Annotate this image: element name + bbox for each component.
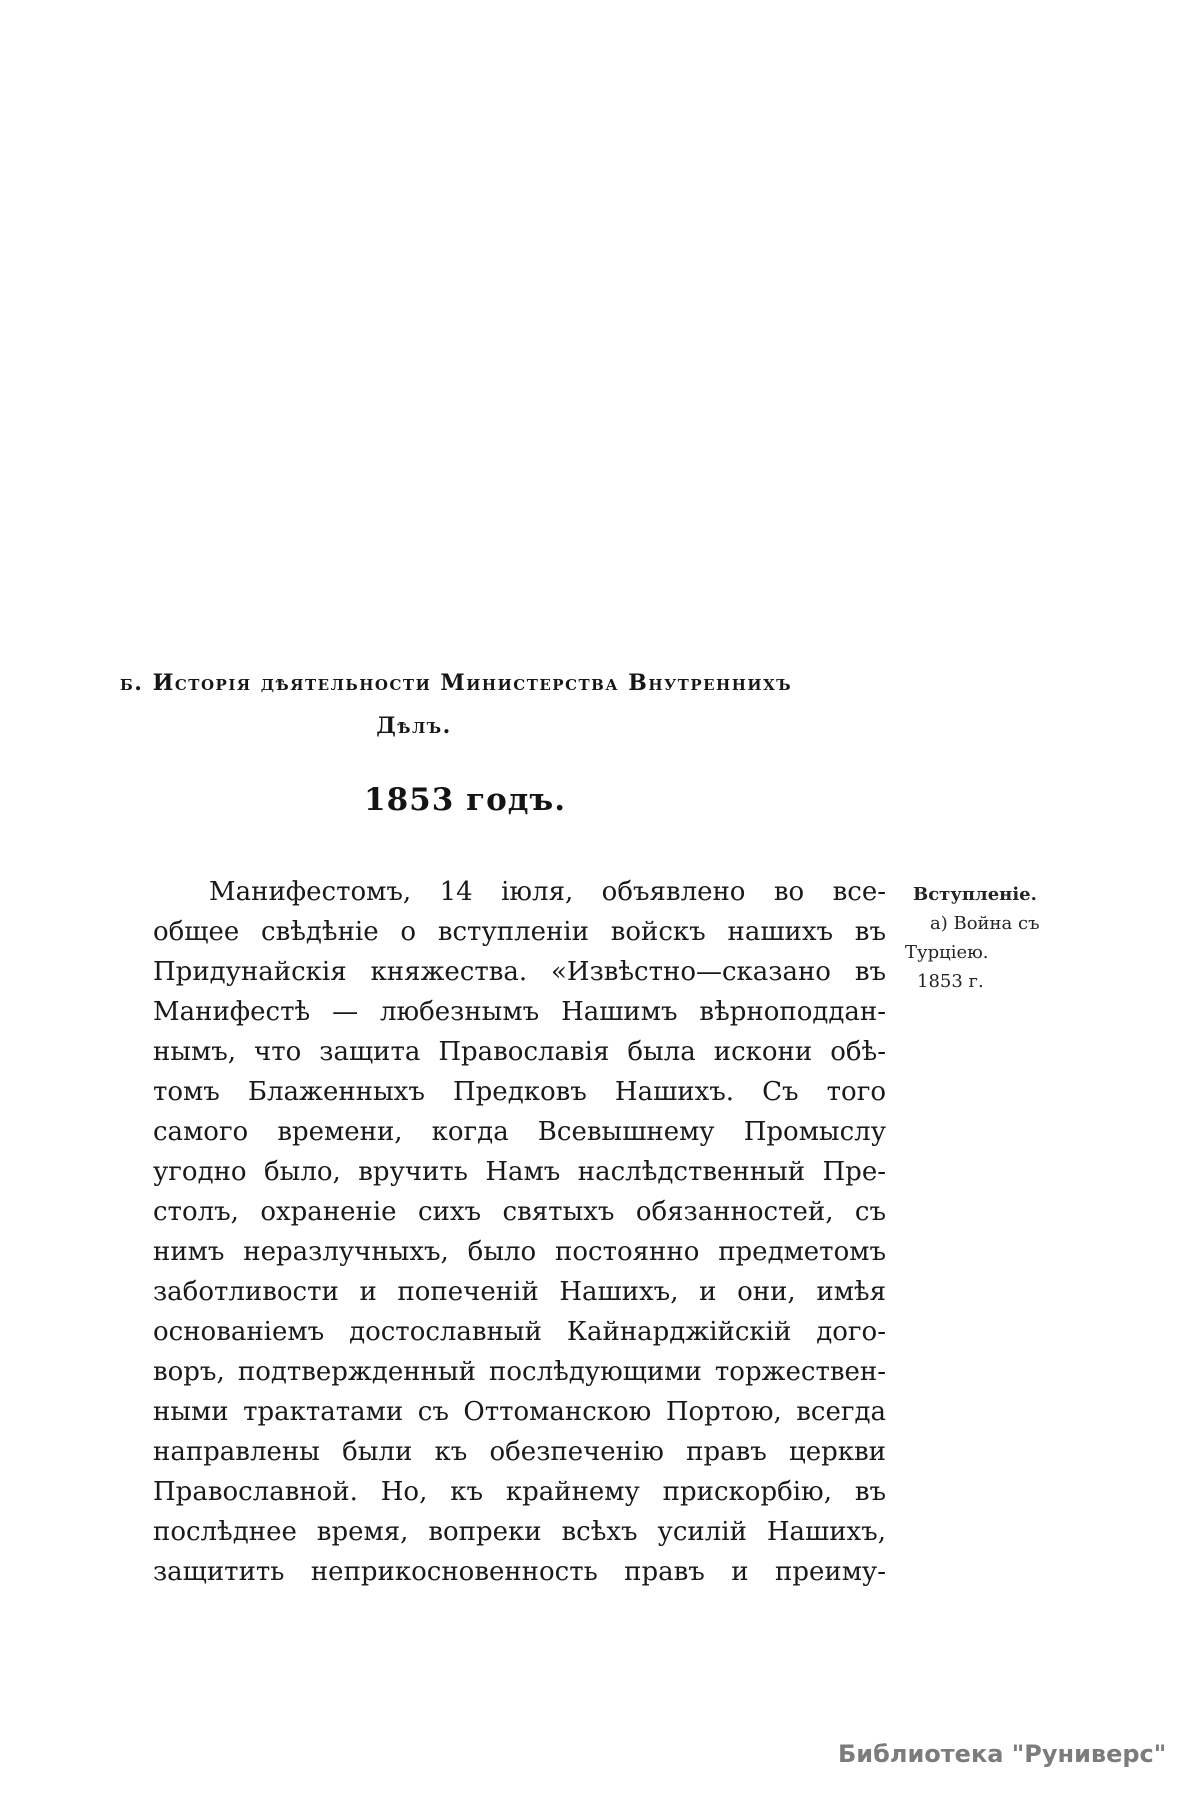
section-heading-line-2: Дѣлъ. bbox=[376, 713, 452, 739]
body-text-line: воръ, подтвержденный послѣдующими торжествен- bbox=[153, 1357, 886, 1387]
body-text-line: направлены были къ обезпеченію правъ церкви bbox=[153, 1437, 886, 1467]
body-text-line: Придунайскія княжества. «Извѣстно—сказано въ bbox=[153, 957, 886, 987]
body-text-line: столъ, охраненіе сихъ святыхъ обязанностей, съ bbox=[153, 1197, 886, 1227]
body-text bbox=[153, 872, 886, 1592]
body-text-line: нымъ, что защита Православія была искони обѣ- bbox=[153, 1037, 886, 1067]
body-text-line: томъ Блаженныхъ Предковъ Нашихъ. Съ того bbox=[153, 1077, 886, 1107]
margin-note-line: Турціею. bbox=[905, 942, 989, 963]
body-text-line: нимъ неразлучныхъ, было постоянно предметомъ bbox=[153, 1237, 886, 1267]
body-text-line: Манифестомъ, 14 іюля, объявлено во все- bbox=[209, 877, 886, 907]
margin-note-title: Вступленіе. bbox=[913, 884, 1037, 905]
body-text-line: Православной. Но, къ крайнему прискорбію, въ bbox=[153, 1477, 886, 1507]
body-text-line: Манифестѣ — любезнымъ Нашимъ вѣрноподдан- bbox=[153, 997, 886, 1027]
body-text-line: заботливости и попеченій Нашихъ, и они, имѣя bbox=[153, 1277, 886, 1307]
body-text-line: угодно было, вручить Намъ наслѣдственный Пре- bbox=[153, 1157, 886, 1187]
body-text-line: общее свѣдѣніе о вступленіи войскъ нашихъ въ bbox=[153, 917, 886, 947]
section-heading-line-1: б. Исторія дѣятельности Министерства Внутреннихъ bbox=[119, 670, 793, 696]
year-heading: 1853 годъ. bbox=[364, 782, 566, 818]
library-watermark: Библиотека "Руниверс" bbox=[838, 1740, 1167, 1768]
body-text-line: основаніемъ достославный Кайнарджійскій дого- bbox=[153, 1317, 886, 1347]
body-text-line: послѣднее время, вопреки всѣхъ усилій Нашихъ, bbox=[153, 1517, 886, 1547]
body-text-line: самого времени, когда Всевышнему Промыслу bbox=[153, 1117, 886, 1147]
body-text-line: защитить неприкосновенность правъ и преиму- bbox=[153, 1557, 886, 1587]
margin-note-line: а) Война съ bbox=[930, 913, 1040, 934]
margin-note bbox=[905, 880, 1070, 996]
margin-note-year: 1853 г. bbox=[917, 971, 984, 992]
body-text-line: ными трактатами съ Оттоманскою Портою, всегда bbox=[153, 1397, 886, 1427]
